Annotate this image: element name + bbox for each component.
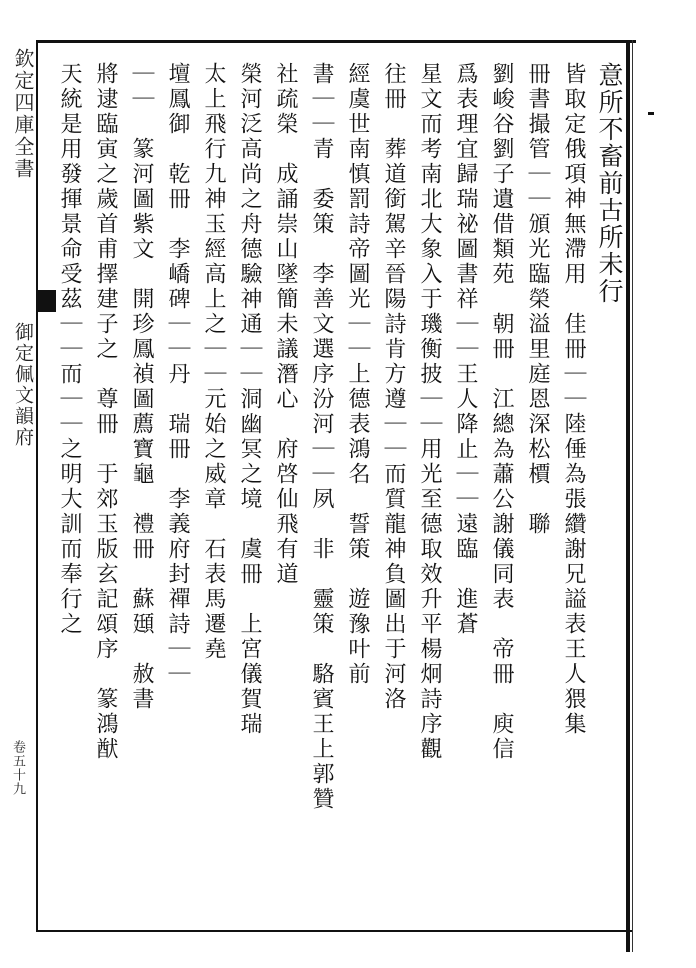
text-column-11: 榮河泛高尚之舟德驗神通｜｜洞幽冥之境 虞冊 上宮儀賀瑞: [237, 62, 262, 737]
text-column-16: 天統是用發揮景命受茲｜｜而｜｜之明大訓而奉行之: [57, 62, 82, 637]
folio-number: 卷五十九: [10, 740, 25, 796]
frame-right-inner-border: [632, 40, 633, 952]
text-column-9: 書｜｜青 委策 李善文選序汾河｜｜夙 非 靈策 駱賓王上郭贊: [309, 62, 334, 812]
frame-left-border: [36, 40, 38, 932]
text-column-10: 社疏榮 成誦崇山墜簡未議潛心 府啓仙飛有道: [273, 62, 298, 587]
text-column-8: 經虞世南慎罰詩帝圖光｜｜上德表鴻名 誓策 遊豫叶前: [345, 62, 370, 687]
text-column-13: 壇鳳御 乾冊 李嶠碑｜｜丹 瑞冊 李義府封禪詩｜｜: [165, 62, 190, 687]
text-column-7: 往冊 葬道銜駕辛晉陽詩肯方遵｜｜而質龍神負圖出于河洛: [381, 62, 406, 712]
text-column-12: 太上飛行九神玉經高上之｜｜元始之威章 石表馬遷堯: [201, 62, 226, 662]
text-column-15: 將逮臨寅之歲首甫擇建子之 尊冊 于郊玉版玄記頌序 篆鴻猷: [93, 62, 118, 762]
ink-mark: [648, 112, 654, 115]
frame-bottom-border: [36, 930, 632, 932]
frame-right-border: [626, 40, 630, 952]
text-column-1: 意所不畜前古所未行: [595, 62, 624, 305]
margin-book-title: 御定佩文韻府: [12, 322, 34, 448]
text-column-14: ｜｜ 篆河圖紫文 開珍鳳禎圖薦寶龜 禮冊 蘇頲 赦書: [129, 62, 154, 712]
frame-top-border: [36, 40, 636, 43]
margin-title: 欽定四庫全書: [11, 48, 35, 180]
text-column-6: 星文而考南北大象入于璣衡披｜｜用光至德取效升平楊炯詩序觀: [417, 62, 442, 762]
text-column-4: 劉峻谷劉子遺借類苑 朝冊 江總為蕭公謝儀同表 帝冊 庾信: [489, 62, 514, 762]
text-column-2: 皆取定俄項神無滯用 佳冊｜｜陸倕為張纘謝兄謚表王人猥集: [561, 62, 586, 737]
text-column-3: 冊書撮管｜｜頒光臨榮溢里庭恩深松檟 聯: [525, 62, 550, 537]
text-column-5: 爲表理宜歸瑞祕圖書祥｜｜王人降止｜｜遠臨 進蒼: [453, 62, 478, 637]
